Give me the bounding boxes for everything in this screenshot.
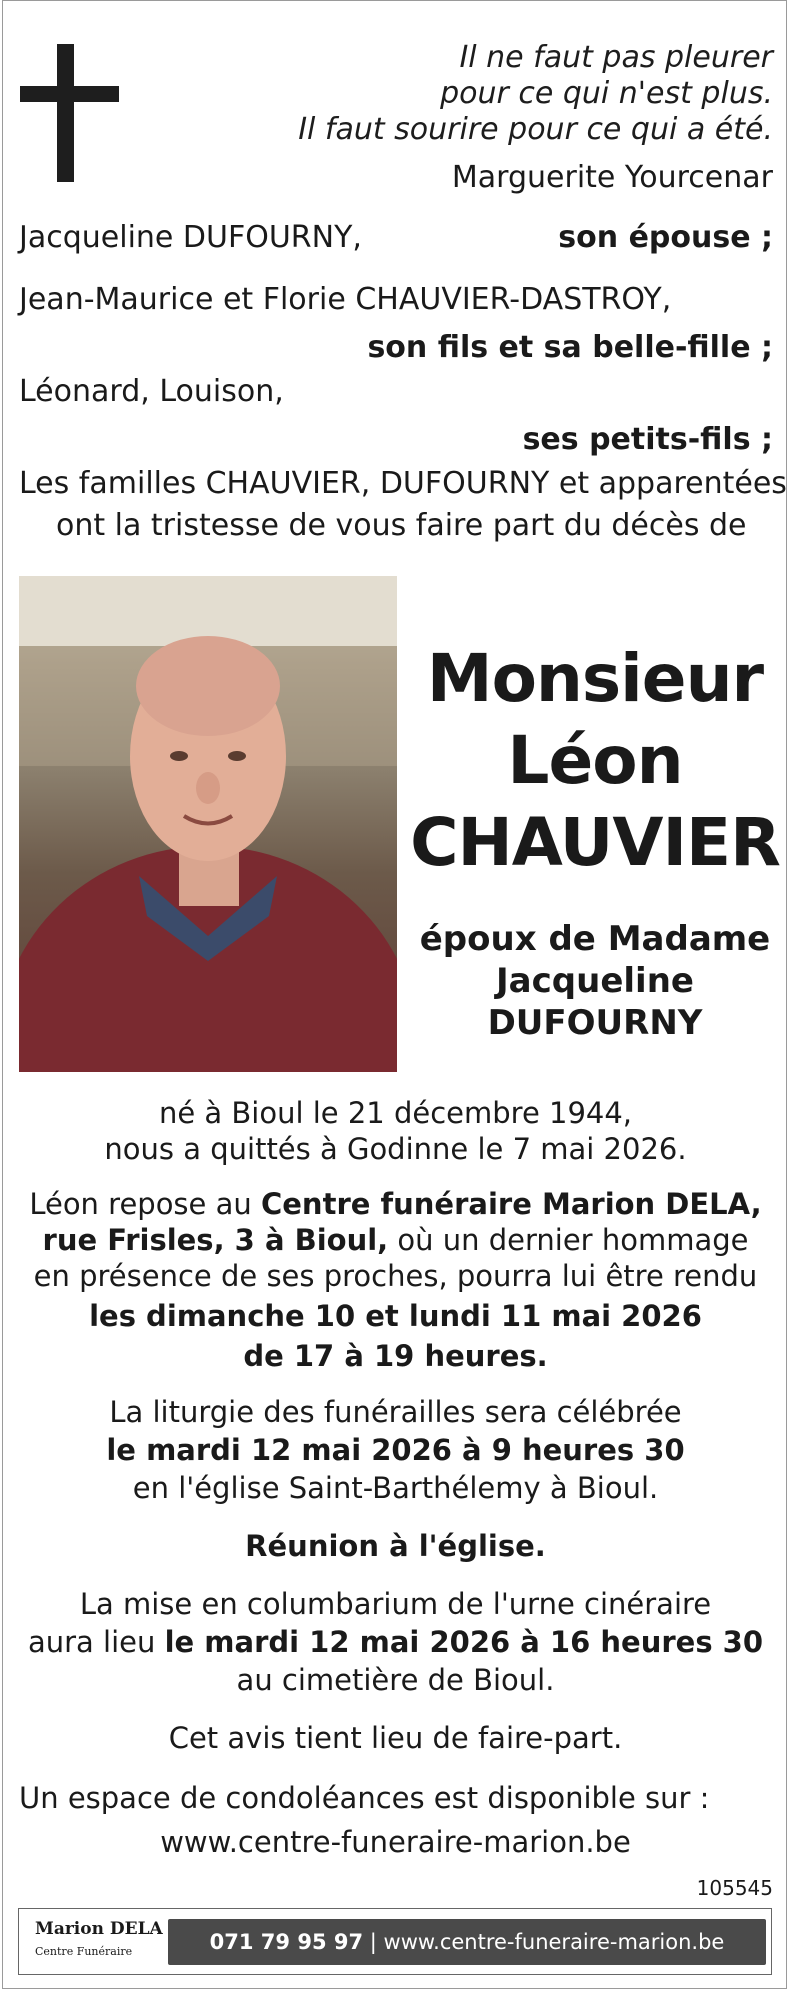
- deceased-photo: [19, 576, 397, 1072]
- family-relation: ses petits-fils ;: [522, 422, 773, 457]
- reference-number: 105545: [696, 1876, 773, 1900]
- repose-hours: de 17 à 19 heures.: [243, 1339, 548, 1373]
- family-names: Jean-Maurice et Florie CHAUVIER-DASTROY,: [19, 282, 672, 317]
- funeral-home-logo-subtitle: Centre Funéraire: [35, 1945, 133, 1958]
- quote-line: Il ne faut pas pleurer: [459, 40, 773, 75]
- repose-line: en présence de ses proches, pourra lui être rendu: [33, 1259, 758, 1293]
- condolences-line: Un espace de condoléances est disponible sur :: [19, 1781, 710, 1815]
- funeral-home-logo: Marion DELA: [35, 1919, 163, 1939]
- footer-contact-bar: [168, 1919, 766, 1965]
- repose-line: Léon repose au Centre funéraire Marion DELA,: [29, 1187, 762, 1221]
- repose-dates: les dimanche 10 et lundi 11 mai 2026: [89, 1299, 702, 1333]
- death-line: nous a quittés à Godinne le 7 mai 2026.: [104, 1132, 687, 1166]
- spouse-line: époux de Madame: [419, 919, 771, 959]
- quote-line: pour ce qui n'est plus.: [440, 76, 773, 111]
- family-names: Léonard, Louison,: [19, 374, 284, 409]
- liturgy-date: le mardi 12 mai 2026 à 9 heures 30: [106, 1433, 685, 1467]
- quote-line: Il faut sourire pour ce qui a été.: [298, 112, 773, 147]
- columbarium-line: aura lieu le mardi 12 mai 2026 à 16 heures 30: [27, 1625, 764, 1659]
- quote: [213, 40, 773, 148]
- intro-line: Les familles CHAUVIER, DUFOURNY et apparentées: [19, 466, 787, 501]
- columbarium-line: La mise en columbarium de l'urne cinéraire: [79, 1587, 712, 1621]
- deceased-title: Monsieur: [426, 640, 764, 717]
- footer-phone[interactable]: 071 79 95 97: [209, 1930, 364, 1954]
- deceased-first-name: Léon: [507, 722, 683, 799]
- intro-line: ont la tristesse de vous faire part du décès de: [56, 508, 747, 543]
- columbarium-place: au cimetière de Bioul.: [236, 1663, 555, 1697]
- condolences-link[interactable]: www.centre-funeraire-marion.be: [160, 1825, 631, 1859]
- footer-separator: |: [363, 1930, 384, 1954]
- birth-line: né à Bioul le 21 décembre 1944,: [158, 1096, 633, 1130]
- family-relation: son épouse ;: [558, 220, 773, 255]
- deceased-name-block: [410, 638, 780, 884]
- reunion-line: Réunion à l'église.: [245, 1529, 546, 1563]
- repose-line: rue Frisles, 3 à Bioul, où un dernier hommage: [42, 1223, 749, 1257]
- liturgy-place: en l'église Saint-Barthélemy à Bioul.: [132, 1471, 659, 1505]
- footer: [18, 1908, 772, 1975]
- deceased-last-name: CHAUVIER: [410, 804, 780, 881]
- quote-author: Marguerite Yourcenar: [451, 160, 773, 195]
- family-names: Jacqueline DUFOURNY,: [19, 220, 362, 255]
- family-relation: son fils et sa belle-fille ;: [367, 330, 773, 365]
- spouse-line: Jacqueline DUFOURNY: [487, 961, 703, 1043]
- notice-line: Cet avis tient lieu de faire-part.: [168, 1721, 623, 1755]
- footer-website[interactable]: www.centre-funeraire-marion.be: [383, 1930, 725, 1954]
- spouse-block: [410, 918, 780, 1044]
- liturgy-line: La liturgie des funérailles sera célébrée: [109, 1395, 682, 1429]
